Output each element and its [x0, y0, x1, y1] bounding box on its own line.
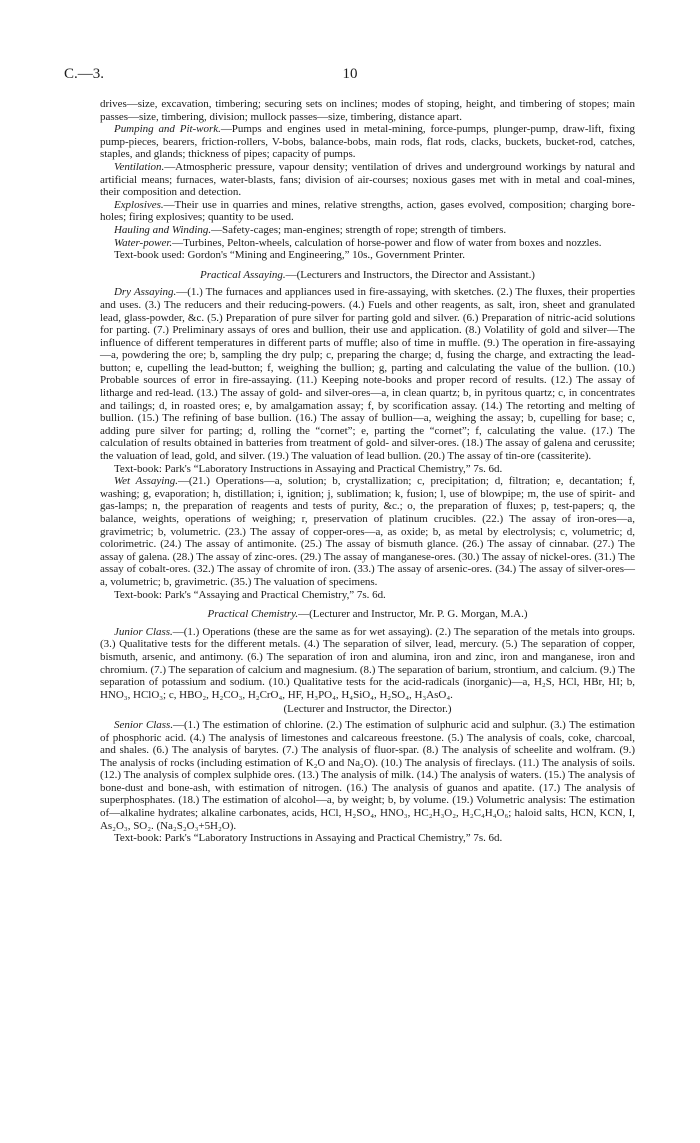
- pumping-text: —Pumps and engines used in metal-mining, force-pumps, plunger-pump, draw-lift, fixing pump-pieces, bearers, friction-rollers, V-bobs, balance-bobs, main rods, flat rods, clacks, buckets, bucket-rod, catches, staples, and glands; thickness of pipes; capacity of pumps.: [100, 123, 635, 161]
- practical-assaying-title: Practical Assaying.: [200, 268, 286, 281]
- senior-class-text: —(1.) The estimation of chlorine. (2.) The estimation of sulphuric acid and sulphur. (3.) The estimation of phosphoric acid. (4.) The analysis of limestones and calcareous freestone. (5.) The analysis of coals, coke, charcoal, and shales. (6.) The analysis of barytes. (7.) The analysis of fluor-spar. (8.) The analysis of scheelite and wolfram. (9.) The analysis of rocks (including estimation of K₂O and Na₂O). (10.) The analysis of fireclays. (11.) The analysis of soils. (12.) The analysis of complex sulphide ores. (13.) The analysis of milk. (14.) The analysis of waters. (15.) The analysis of bone-dust and bone-ash, with estimation of nitrogen. (16.) The analysis of guanos and apatite. (17.) The analysis of superphosphates. (18.) The estimation of alcohol—a, by weight; b, by volume. (19.) Volumetric analysis: The estimation of—alkaline hydrates; alkaline carbonates, acids, HCl, H₂SO₄, HNO₃, HC₂H₃O₂, H₂C₄H₄O₆; haloid salts, HCN, KCN, I, As₂O₃, SO₂. (Na₂S₂O₃+5H₂O).: [100, 718, 635, 832]
- dry-assaying-paragraph: [100, 286, 635, 462]
- hauling-text: —Safety-cages; man-engines; strength of rope; strength of timbers.: [211, 223, 507, 236]
- explosives-text: —Their use in quarries and mines, relative strengths, action, gases evolved, composition; charging bore-holes; firing explosives; quantity to be used.: [100, 198, 635, 224]
- page-number: 10: [342, 66, 358, 82]
- practical-assaying-heading: [100, 269, 635, 282]
- ventilation-paragraph: [100, 161, 635, 199]
- practical-chemistry-title: Practical Chemistry.: [207, 608, 299, 621]
- senior-lecturer-heading: (Lecturer and Instructor, the Director.): [283, 703, 452, 716]
- dry-assaying-title: Dry Assaying.: [114, 286, 177, 299]
- wet-assaying-textbook: Text-book: Park's “Assaying and Practical Chemistry,” 7s. 6d.: [114, 588, 386, 601]
- junior-class-title: Junior Class.: [114, 625, 173, 638]
- hauling-paragraph: [100, 224, 635, 237]
- ventilation-text: —Atmospheric pressure, vapour density; ventilation of drives and underground workings by natural and artificial means; furnaces, water-blasts, fans; division of air-courses; noxious gases met with in metal and coal-mines, their composition and detection.: [100, 160, 635, 199]
- explosives-title: Explosives.: [114, 198, 164, 211]
- document-code: C.—3.: [64, 66, 105, 82]
- junior-class-text: —(1.) Operations (these are the same as for wet assaying). (2.) The separation of the metals into groups. (3.) Qualitative tests for the different metals. (4.) The separation of silver, lead, mercury. (5.) The separation of copper, bismuth, arsenic, and antimony. (6.) The separation of iron and alumina, iron and zinc, iron and manganese, iron and chromium. (7.) The separation of calcium and magnesium. (8.) The separation of barium, strontium, and calcium. (9.) The separation of potassium and sodium. (10.) Qualitative tests for the acid-radicals (inorganic)—a, H₂S, HCl, HBr, HI; b, HNO₃, HClO₃; c, HBO₂, H₂CO₃, H₂CrO₄, HF, H₃PO₄, H₄SiO₄, H₂SO₄, H₃AsO₄.: [100, 625, 635, 701]
- ventilation-title: Ventilation.: [114, 160, 165, 173]
- wet-assaying-title: Wet Assaying.: [114, 475, 178, 488]
- wet-assaying-text: —(21.) Operations—a, solution; b, crystallization; c, precipitation; d, filtration; e, decantation; f, washing; g, evaporation; h, distillation; i, ignition; j, sublimation; k, fusion; l, use of blowpipe; m, the use of spirit- and gas-lamps; n, the preparation of reagents and tests of purity, &c.; o, the preparation of fluxes; p, test-papers; q, the balance, weights, operations of weighing; r, preservation of platinum crucibles. (22.) The assay of iron-ores—a, gravimetric; b, volumetric. (23.) The assay of copper-ores—a, as oxide; b, as metal by electrolysis; c, volumetric; d, colorimetric. (24.) The assay of antimonite. (25.) The assay of bismuth glance. (26.) The assay of cinnabar. (27.) The assay of galena. (28.) The assay of zinc-ores. (29.) The assay of manganese-ores. (30.) The assay of nickel-ores. (31.) The assay of cobalt-ores. (32.) The assay of chromite of iron. (33.) The assay of arsenic-ores. (34.) The assay of silver-ores—a, volumetric; b, gravimetric. (35.) The valuation of specimens.: [100, 475, 635, 588]
- water-power-text: —Turbines, Pelton-wheels, calculation of horse-power and flow of water from boxes and nozzles.: [172, 236, 602, 249]
- page-header: [64, 66, 636, 86]
- practical-chemistry-lecturer: —(Lecturer and Instructor, Mr. P. G. Morgan, M.A.): [298, 608, 528, 621]
- senior-class-paragraph: [100, 719, 635, 832]
- water-power-paragraph: [100, 237, 635, 250]
- page-body: [100, 98, 635, 845]
- practical-assaying-lecturers: —(Lecturers and Instructors, the Director and Assistant.): [285, 268, 535, 281]
- hauling-title: Hauling and Winding.: [114, 223, 212, 236]
- explosives-paragraph: [100, 199, 635, 224]
- pumping-paragraph: [100, 123, 635, 161]
- mining-intro-paragraph: drives—size, excavation, timbering; securing sets on inclines; modes of stoping, height, and timbering of stopes; main passes—size, timbering, division; mullock passes—size, timbering, distance apart.: [100, 98, 635, 123]
- senior-class-title: Senior Class.: [114, 718, 174, 731]
- dry-assaying-textbook: Text-book: Park's “Laboratory Instructions in Assaying and Practical Chemistry,” 7s. 6d.: [114, 462, 503, 475]
- practical-chemistry-heading: [100, 608, 635, 621]
- mining-textbook: Text-book used: Gordon's “Mining and Engineering,” 10s., Government Printer.: [114, 249, 466, 262]
- chemistry-textbook: Text-book: Park's “Laboratory Instructions in Assaying and Practical Chemistry,” 7s. 6d.: [114, 832, 503, 845]
- wet-assaying-paragraph: [100, 475, 635, 588]
- dry-assaying-text: —(1.) The furnaces and appliances used in fire-assaying, with sketches. (2.) The fluxes, their properties and uses. (3.) The reducers and their reducing-powers. (4.) Fuels and other reagents, as salt, iron, sheet and granulated lead, glass-powder, &c. (5.) Preparation of pure silver for parting gold and silver. (6.) Preparation of nitric-acid solutions for parting. (7.) Preliminary assays of ores and bullion, their use and application. (8.) Volatility of gold and silver—The influence of different temperatures in different parts of muffle; also of time in muffle. (9.) The operation in fire-assaying—a, powdering the ore; b, sampling the dry pulp; c, preparing the charge; d, fusing the charge, and extracting the lead-button; e, cupelling the lead-button; f, weighing the bullion; g, parting and calculating the value of the bullion. (10.) Probable sources of error in fire-assaying. (11.) Keeping note-books and proper record of results. (12.) The assay of litharge and red-lead. (13.) The assay of gold- and silver-ores—a, in clean quartz; b, in pyritous quartz; c, in concentrates and tailings; d, in roasted ores; e, by amalgamation assay; f, by scorification assay. (14.) The retorting and melting of bullion. (15.) The refining of base bullion. (16.) The assay of bullion—a, weighing the assay; b, cupelling for base; c, adding pure silver for parting; d, rolling the “cornet”; e, parting the “cornet”; f, calculating the value. (17.) The calculation of results obtained in batteries from treatment of gold- and silver-ores. (18.) The assay of galena and cerussite; the valuation of lead, gold, and silver. (19.) The valuation of lead bullion. (20.) The assay of tin-ore (cassiterite).: [100, 286, 635, 463]
- junior-class-paragraph: [100, 626, 635, 702]
- water-power-title: Water-power.: [114, 236, 173, 249]
- pumping-title: Pumping and Pit-work.: [114, 123, 221, 136]
